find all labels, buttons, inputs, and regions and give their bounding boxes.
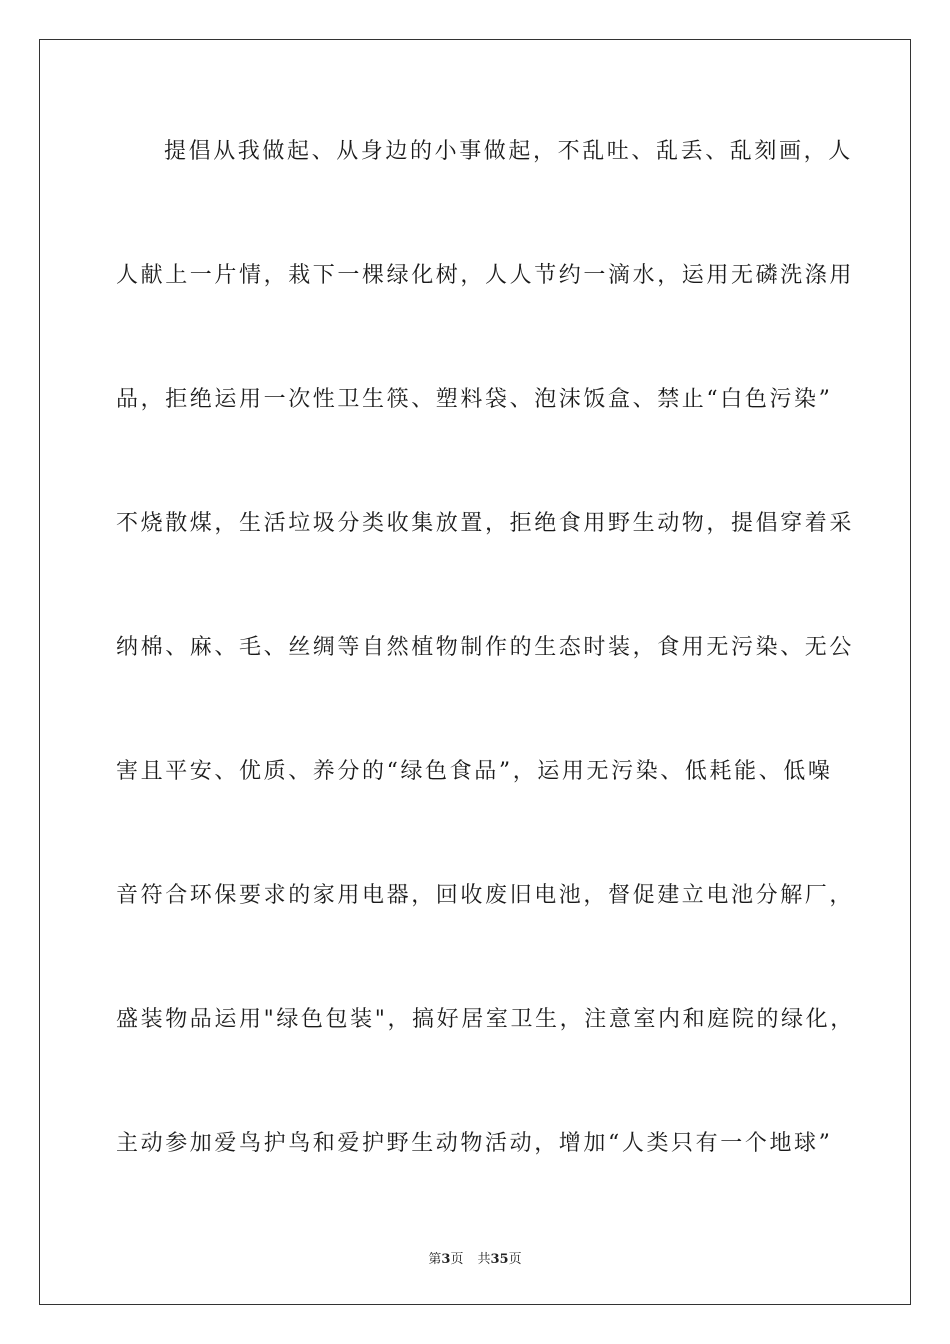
page-footer xyxy=(0,1248,950,1267)
text-line-5: 纳棉、麻、毛、丝绸等自然植物制作的生态时装，食用无污染、无公 xyxy=(116,635,855,660)
text-line-4: 不烧散煤，生活垃圾分类收集放置，拒绝食用野生动物，提倡穿着采 xyxy=(116,511,855,536)
text-line-2: 人献上一片情，栽下一棵绿化树，人人节约一滴水，运用无磷洗涤用 xyxy=(116,263,855,288)
text-line-7: 音符合环保要求的家用电器，回收废旧电池，督促建立电池分解厂， xyxy=(116,883,855,908)
body-paragraph xyxy=(116,126,855,1242)
text-line-6: 害且平安、优质、养分的“绿色食品”，运用无污染、低耗能、低噪 xyxy=(116,759,833,784)
total-suffix: 页 xyxy=(508,1252,522,1267)
page-suffix: 页 xyxy=(450,1252,464,1267)
current-page-number: 3 xyxy=(441,1252,451,1267)
text-line-1: 提倡从我做起、从身边的小事做起，不乱吐、乱丢、乱刻画，人 xyxy=(164,139,853,164)
total-prefix: 共 xyxy=(477,1252,491,1267)
page-prefix: 第 xyxy=(428,1252,442,1267)
text-line-9: 主动参加爱鸟护鸟和爱护野生动物活动，增加“人类只有一个地球” xyxy=(116,1131,833,1156)
text-line-8: 盛装物品运用"绿色包装"，搞好居室卫生，注意室内和庭院的绿化， xyxy=(116,1007,855,1032)
text-line-3: 品，拒绝运用一次性卫生筷、塑料袋、泡沫饭盒、禁止“白色污染” xyxy=(116,387,833,412)
total-pages-number: 35 xyxy=(490,1252,509,1267)
